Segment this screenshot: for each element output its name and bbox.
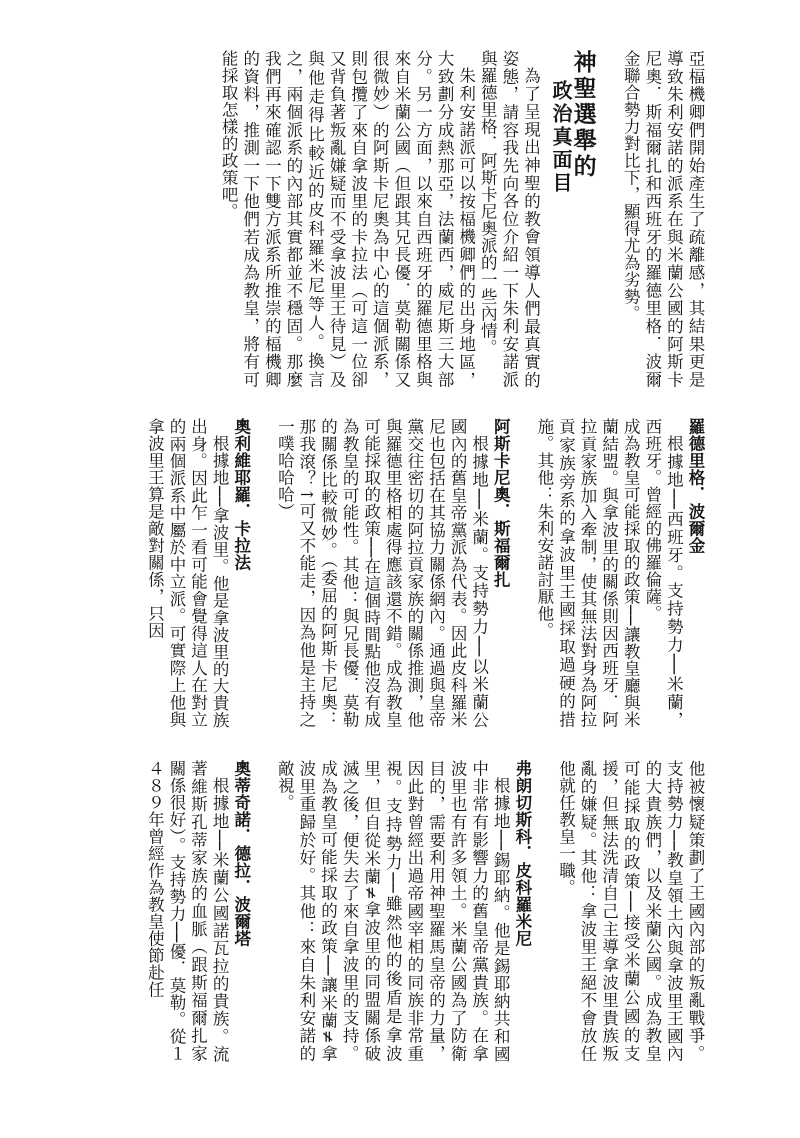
ascanio-paragraph: 根據地──米蘭。支持勢力──以米蘭公國內的舊皇帝黨派為代表。因此皮科羅米尼也包括在其協力關係網內。通過與皇帝黨交往密切的阿拉貢家族的關係推測，他與羅德里格相處得應該還不錯。成為教皇可能採取的政策──在這個時間點他沒有成為教皇的可能性。其他：與兄長優．莫勒的關係比較微妙。（委屈的阿斯卡尼奧：那我滾？↑可又不能走，因為他是主持之一噗哈哈哈） [275, 418, 489, 728]
bottom-text-block [86, 760, 706, 1062]
heading-carafa: 奧利維耶羅．卡拉法 [231, 418, 251, 571]
spacer [511, 418, 533, 728]
spacer [252, 418, 274, 728]
rodrigo-paragraph: 根據地──西班牙。支持勢力──米蘭，西班牙。曾經的佛羅倫薩。 [642, 418, 684, 728]
section-subtitle-wrap [549, 50, 572, 388]
section-title-main: 神聖選舉的 [569, 50, 597, 180]
heading-piccolomini: 弗朗切斯科．皮科羅米尼 [512, 760, 532, 947]
spacer [533, 760, 555, 1062]
carafa-paragraph-continued: 他被懷疑策劃了王國內部的叛亂戰爭。支持勢力──教皇領土內與拿波里王國內的大貴族們，以及米蘭公國。成為教皇可能採取的政策──接受米蘭公國的支援，但無法洗清自己主導拿波里貴族叛亂的嫌疑。其他：拿波里王絕不會放任他就任教皇一職。 [556, 760, 705, 1062]
piccolomini-paragraph: 根據地──錫耶納。他是錫耶納共和國中非常有影響力的舊皇帝黨貴族。在拿波里也有許多領土。米蘭公國為了防衛目的，需要利用神聖羅馬皇帝的力量，因此對曾經出過帝國宰相的同族非常重視。支持勢力──雖然他的後盾是拿波里，但自從米蘭≠拿波里的同盟關係破滅之後，便失去了來自拿波里的支持。成為教皇可能採取的政策──讓米蘭≠拿波里重歸於好。其他：來自朱利安諾的敵視。 [275, 760, 511, 1062]
section-title [569, 50, 597, 388]
heading-porta: 奧蒂奇諾．德拉．波爾塔 [231, 760, 251, 947]
porta-paragraph: 根據地──米蘭公國諾瓦拉的貴族。流著維斯孔蒂家族的血脈（跟斯福爾扎家關係很好）。支持勢力──優．莫勒。從１４８９年曾經作為教皇使節赴任 [145, 760, 230, 1062]
top-paragraph-continued: 亞楅機卿們開始產生了疏離感，其結果更是導致朱利安諾的派系在與米蘭公國的阿斯卡尼奧．斯福爾扎和西班牙的羅德里格．波爾金聯合勢力對比下，顯得尤為劣勢。 [621, 50, 705, 388]
intro-paragraph: 為了呈現出神聖的教會領導人們最真實的姿態，請容我先向各位介紹一下朱利安諾派與羅德里格．阿斯卡尼奧派的一些內情。 [478, 50, 541, 388]
middle-text-block [86, 418, 706, 728]
top-text-block [86, 50, 706, 388]
factions-paragraph: 朱利安諾派可以按楅機卿們的出身地區，大致劃分成熱那亞，法蘭西，威尼斯三大部分。另一方面，以來自西班牙的羅德里格與來自米蘭公國（但跟其兄長優．莫勒關係又很微妙）的阿斯卡尼奧為中心的這個派系，則包攬了來自拿波里的卡拉法（可這一位卻又背負著叛亂嫌疑而不受拿波里王待見）及與他走得比較近的皮科羅米尼等人。換言之，兩個派系的內部其實都並不穩固。那麼我們再來確認一下雙方派系所推崇的楅機卿的資料，推測一下他們若成為教皇，將有可能採取怎樣的政策吧。 [219, 50, 476, 388]
carafa-paragraph: 根據地──拿波里。他是拿波里的大貴族出身。因此乍一看可能會覺得這人在對立的兩個派系中屬於中立派。可實際上他與拿波里王算是敵對關係，只因 [145, 418, 230, 728]
rodrigo-paragraph-2: 成為教皇可能採取的政策──讓教皇廳與米蘭結盟。與拿波里的關係則因西班牙．阿拉貢家族加入牽制，使其無法對身為阿拉貢家族旁系的拿波里王國採取過硬的措施。其他：朱利安諾討厭他。 [534, 418, 641, 728]
section-title-sub: 政治真面目 [549, 80, 574, 195]
heading-ascanio: 阿斯卡尼奧．斯福爾扎 [491, 418, 511, 588]
spacer [252, 760, 274, 1062]
heading-rodrigo: 羅德里格．波爾金 [686, 418, 705, 554]
spacer [594, 50, 620, 388]
